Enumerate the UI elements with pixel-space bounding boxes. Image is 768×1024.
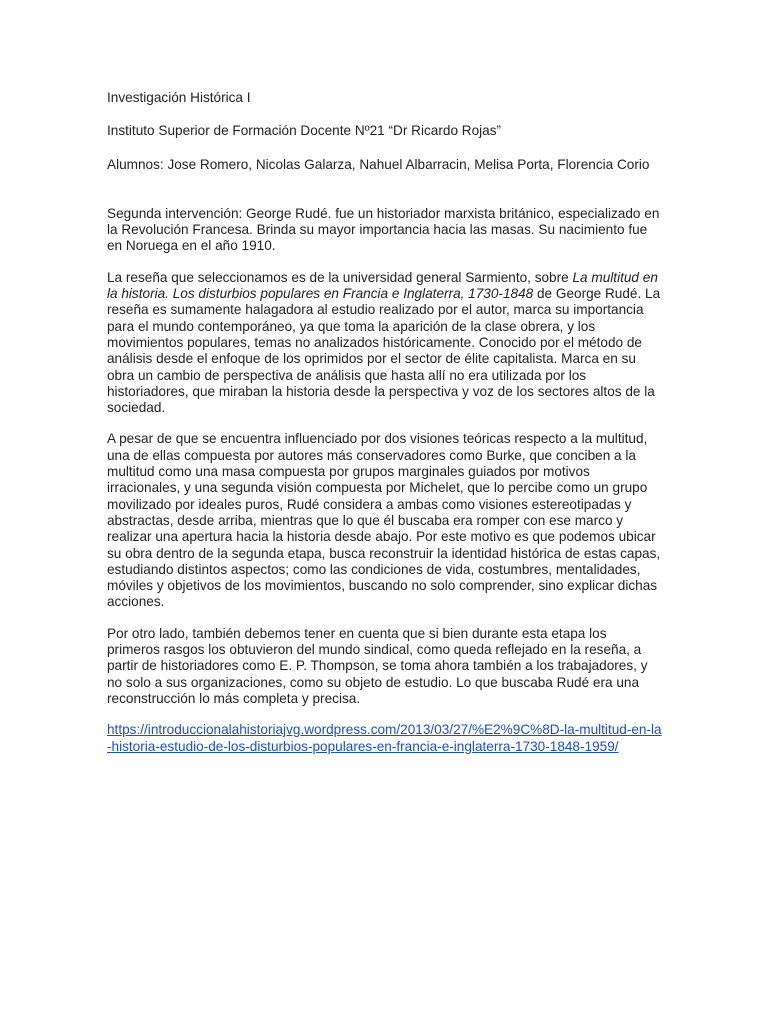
paragraph-visions: A pesar de que se encuentra influenciado por dos visiones teóricas respecto a la multitud, una de ellas compuesta por autores más conservadores como Burke, que conciben a la multitud como una masa compuesta por grupos marginales guiados por motivos irracionales, y una segunda visión compuesta por Michelet, que lo percibe como un grupo movilizado por ideales puros, Rudé considera a ambas como visiones estereotipadas y abstractas, desde arriba, mientras que lo que él buscaba era romper con ese marco y realizar una apertura hacia la historia desde abajo. Por este motivo es que podemos ubicar su obra dentro de la segunda etapa, busca reconstruir la identidad histórica de estas capas, estudiando distintos aspectos; como las condiciones de vida, costumbres, mentalidades, móviles y objetivos de los movimientos, buscando no solo comprender, sino explicar dichas acciones. [107, 431, 661, 610]
paragraph-review [107, 270, 662, 417]
paragraph-intro: Segunda intervención: George Rudé. fue un historiador marxista británico, especializado en la Revolución Francesa. Brinda su mayor importancia hacia las masas. Su nacimiento fue en Noruega en el año 1910. [107, 205, 660, 254]
paragraph-review-rest: de George Rudé. La reseña es sumamente halagadora al estudio realizado por el autor, marca su importancia para el mundo contemporáneo, ya que toma la aparición de la clase obrera, y los movimientos populares, temas no analizados históricamente. Conocido por el método de análisis desde el enfoque de los oprimidos por el sector de élite capitalista. Marca en su obra un cambio de perspectiva de análisis que hasta allí no era utilizada por los historiadores, que miraban la historia desde la perspectiva y voz de los sectores altos de la sociedad. [107, 286, 661, 416]
source-link[interactable]: https://introduccionalahistoriajvg.wordpress.com/2013/03/27/%E2%9C%8D-la-multitud-en-la-historia-estudio-de-los-disturbios-populares-en-francia-e-inglaterra-1730-1848-1959/ [107, 722, 662, 754]
institute-name: Instituto Superior de Formación Docente Nº21 “Dr Ricardo Rojas” [107, 123, 502, 139]
course-title: Investigación Histórica I [107, 90, 251, 105]
paragraph-review-lead: La reseña que seleccionamos es de la universidad general Sarmiento, sobre [107, 269, 573, 285]
students-line: Alumnos: Jose Romero, Nicolas Galarza, Nahuel Albarracin, Melisa Porta, Florencia Corio [107, 156, 650, 172]
paragraph-conclusion: Por otro lado, también debemos tener en cuenta que si bien durante esta etapa los primeros rasgos los obtuvieron del mundo sindical, como queda reflejado en la reseña, a partir de historiadores como E. P. Thompson, se toma ahora también a los trabajadores, y no solo a sus organizaciones, como su objeto de estudio. Lo que buscaba Rudé era una reconstrucción lo más completa y precisa. [107, 625, 648, 706]
book-title: La multitud en la historia. Los disturbios populares en Francia e Inglaterra, 1730-1848 [107, 269, 658, 302]
source-link-line [107, 722, 662, 755]
document-content [107, 90, 662, 755]
